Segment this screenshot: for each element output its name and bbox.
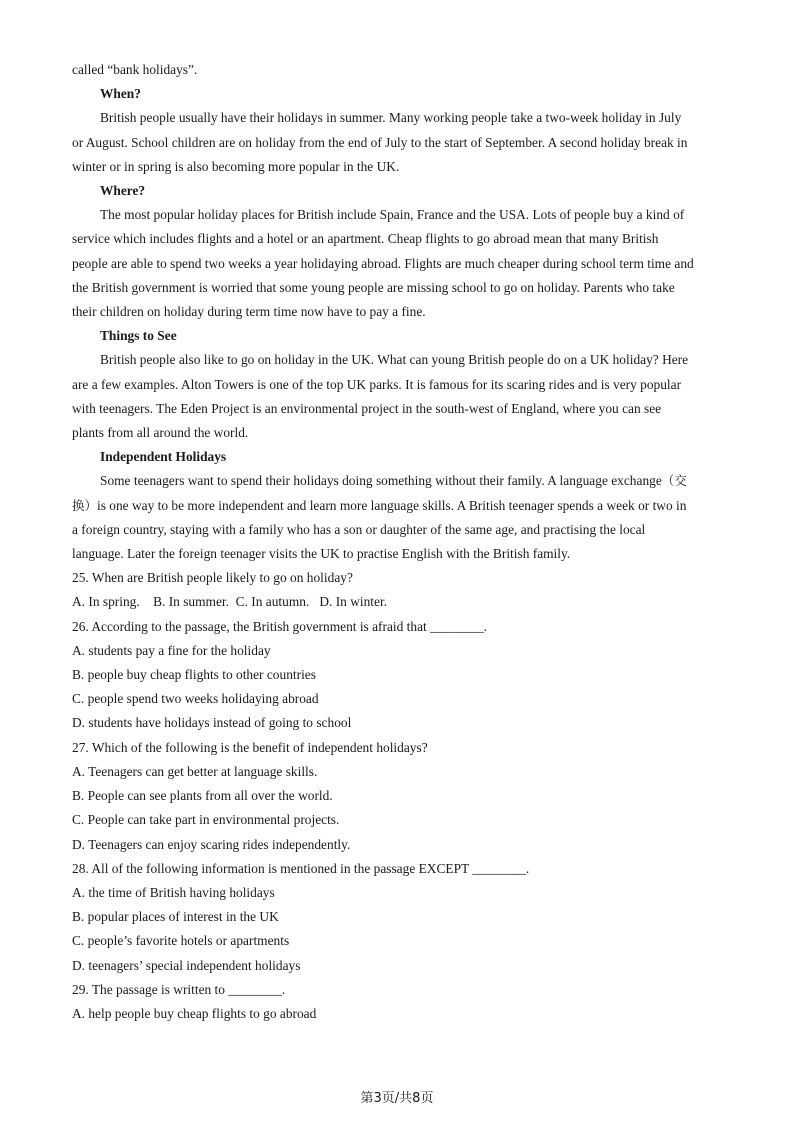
question-27-option-d: D. Teenagers can enjoy scaring rides independently.: [72, 836, 351, 852]
paragraph-line: service which includes flights and a hotel or an apartment. Cheap flights to go abroad mean that many British: [72, 231, 659, 247]
paragraph-line: British people usually have their holidays in summer. Many working people take a two-week holiday in July: [100, 110, 682, 126]
question-27-option-c: C. People can take part in environmental projects.: [72, 812, 340, 828]
question-29-stem: 29. The passage is written to ________.: [72, 981, 286, 997]
paragraph-line: the British government is worried that some young people are missing school to go on holiday. Parents who take: [72, 279, 675, 295]
paragraph-line: language. Later the foreign teenager visits the UK to practise English with the British family.: [72, 546, 571, 562]
question-26-option-b: B. people buy cheap flights to other countries: [72, 667, 316, 683]
question-28-option-b: B. popular places of interest in the UK: [72, 909, 279, 925]
question-26-option-c: C. people spend two weeks holidaying abroad: [72, 691, 319, 707]
paragraph-line: The most popular holiday places for British include Spain, France and the USA. Lots of people buy a kind of: [100, 207, 685, 223]
paragraph-text: is one way to be more independent and learn more language skills. A British teenager spends a week or two in: [97, 497, 687, 513]
question-27-option-b: B. People can see plants from all over the world.: [72, 788, 333, 804]
paragraph-line: their children on holiday during term time now have to pay a fine.: [72, 304, 426, 320]
question-25-stem: 25. When are British people likely to go on holiday?: [72, 570, 353, 586]
question-28-option-d: D. teenagers’ special independent holidays: [72, 957, 301, 973]
heading-independent-holidays: Independent Holidays: [100, 449, 227, 465]
paragraph-line: or August. School children are on holiday from the end of July to the start of September. A second holiday break in: [72, 134, 688, 150]
question-27-option-a: A. Teenagers can get better at language skills.: [72, 763, 318, 779]
chinese-gloss: 换）: [72, 497, 98, 513]
question-26-option-d: D. students have holidays instead of going to school: [72, 715, 352, 731]
page-footer: 第3页/共8页: [360, 1091, 434, 1106]
paragraph-line: [72, 494, 724, 518]
paragraph-line: [72, 469, 724, 493]
question-26-option-a: A. students pay a fine for the holiday: [72, 642, 271, 658]
question-28-stem: 28. All of the following information is mentioned in the passage EXCEPT ________.: [72, 860, 530, 876]
question-27-stem: 27. Which of the following is the benefit of independent holidays?: [72, 739, 428, 755]
paragraph-line: plants from all around the world.: [72, 425, 249, 441]
question-28-option-a: A. the time of British having holidays: [72, 884, 275, 900]
paragraph-line: are a few examples. Alton Towers is one of the top UK parks. It is famous for its scaring rides and is very popular: [72, 376, 682, 392]
paragraph-text: Some teenagers want to spend their holidays doing something without their family. A language exchange: [100, 473, 662, 489]
heading-things-to-see: Things to See: [100, 328, 177, 344]
paragraph-line: British people also like to go on holiday in the UK. What can young British people do on a UK holiday? Here: [100, 352, 689, 368]
chinese-gloss: （交: [661, 473, 687, 489]
question-25-options: A. In spring. B. In summer. C. In autumn. D. In winter.: [72, 594, 388, 610]
question-29-option-a: A. help people buy cheap flights to go abroad: [72, 1005, 317, 1021]
paragraph-line: winter or in spring is also becoming more popular in the UK.: [72, 158, 400, 174]
heading-when: When?: [100, 86, 141, 102]
paragraph-line: with teenagers. The Eden Project is an environmental project in the south-west of England, where you can see: [72, 400, 662, 416]
intro-tail: called “bank holidays”.: [72, 62, 198, 77]
paragraph-line: people are able to spend two weeks a year holidaying abroad. Flights are much cheaper during school term time and: [72, 255, 694, 271]
question-26-stem: 26. According to the passage, the British government is afraid that ________.: [72, 618, 488, 634]
paragraph-line: a foreign country, staying with a family who has a son or daughter of the same age, and practising the local: [72, 521, 646, 537]
passage-body: [72, 58, 724, 1026]
heading-where: Where?: [100, 183, 146, 199]
question-28-option-c: C. people’s favorite hotels or apartments: [72, 933, 290, 949]
